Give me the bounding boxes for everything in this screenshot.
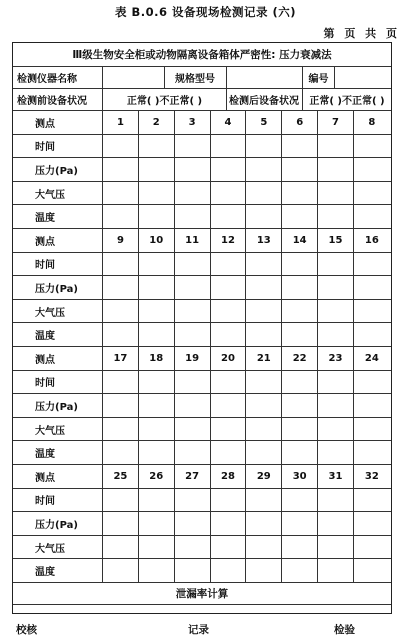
measure-cell[interactable] [246, 205, 282, 228]
measure-cell[interactable] [282, 371, 318, 394]
pre-status-label: 检测前设备状况 [13, 89, 103, 110]
measure-row [13, 559, 391, 583]
page-info: 第 页 共 页 [323, 27, 397, 40]
point-number: 31 [318, 465, 354, 488]
measure-cell[interactable] [354, 489, 390, 512]
measure-cell[interactable] [246, 559, 282, 582]
measure-cell[interactable] [211, 158, 247, 181]
measure-cell[interactable] [318, 371, 354, 394]
measure-cell[interactable] [103, 512, 139, 535]
measure-cell[interactable] [211, 205, 247, 228]
measure-row [13, 300, 391, 324]
measure-cell[interactable] [139, 323, 175, 346]
measure-cell[interactable] [246, 489, 282, 512]
point-number: 20 [211, 347, 247, 370]
measure-cell[interactable] [318, 512, 354, 535]
measure-cell[interactable] [246, 536, 282, 559]
measure-cell[interactable] [103, 182, 139, 205]
measure-cell[interactable] [175, 300, 211, 323]
measure-cell[interactable] [103, 371, 139, 394]
measure-cell[interactable] [282, 205, 318, 228]
point-number: 3 [175, 111, 211, 134]
leak-title-row [13, 583, 391, 605]
status-row [13, 89, 391, 111]
measure-cell[interactable] [282, 135, 318, 158]
point-number: 7 [318, 111, 354, 134]
post-status-value[interactable]: 正常( )不正常( ) [309, 96, 385, 107]
measure-cell[interactable] [282, 559, 318, 582]
measure-cell[interactable] [282, 323, 318, 346]
measure-cell[interactable] [211, 300, 247, 323]
measure-label: 压力(Pa) [13, 512, 103, 535]
measure-row [13, 276, 391, 300]
point-number: 6 [282, 111, 318, 134]
measure-cell[interactable] [139, 371, 175, 394]
measure-cell[interactable] [139, 418, 175, 441]
point-row [13, 229, 391, 253]
measure-row [13, 512, 391, 536]
point-number: 14 [282, 229, 318, 252]
measure-cell[interactable] [103, 559, 139, 582]
measure-label: 时间 [13, 489, 103, 512]
measure-cell[interactable] [282, 394, 318, 417]
serial-label: 编号 [303, 67, 335, 88]
measure-cell[interactable] [139, 276, 175, 299]
measure-cell[interactable] [246, 323, 282, 346]
measure-cell[interactable] [354, 276, 390, 299]
measure-row [13, 182, 391, 206]
measure-cell[interactable] [282, 158, 318, 181]
measure-cell[interactable] [246, 512, 282, 535]
measure-label: 时间 [13, 253, 103, 276]
measure-label: 压力(Pa) [13, 158, 103, 181]
measure-cell[interactable] [175, 182, 211, 205]
measure-cell[interactable] [139, 536, 175, 559]
measure-cell[interactable] [318, 394, 354, 417]
measure-cell[interactable] [211, 418, 247, 441]
measure-cell[interactable] [103, 418, 139, 441]
measure-cell[interactable] [282, 536, 318, 559]
measure-row [13, 418, 391, 442]
measure-cell[interactable] [139, 489, 175, 512]
measure-cell[interactable] [282, 441, 318, 464]
measure-cell[interactable] [139, 394, 175, 417]
category-cell: Ⅲ级生物安全柜或动物隔离设备箱体严密性: 压力衰减法 [72, 49, 332, 61]
measure-cell[interactable] [175, 276, 211, 299]
measure-cell[interactable] [318, 135, 354, 158]
measure-cell[interactable] [139, 205, 175, 228]
measure-cell[interactable] [175, 394, 211, 417]
measure-cell[interactable] [318, 205, 354, 228]
point-row [13, 347, 391, 371]
leak-rate-title: 泄漏率计算 [175, 588, 229, 600]
category-row [13, 43, 391, 67]
measure-cell[interactable] [246, 418, 282, 441]
measure-cell[interactable] [211, 489, 247, 512]
point-number: 24 [364, 352, 379, 364]
point-number: 17 [103, 347, 139, 370]
measure-cell[interactable] [103, 253, 139, 276]
measure-cell[interactable] [175, 489, 211, 512]
measure-cell[interactable] [139, 441, 175, 464]
measure-cell[interactable] [139, 512, 175, 535]
post-status-label: 检测后设备状况 [227, 89, 303, 110]
point-number: 1 [103, 111, 139, 134]
point-number: 13 [246, 229, 282, 252]
point-number: 18 [139, 347, 175, 370]
point-number: 8 [368, 116, 376, 128]
measure-cell[interactable] [282, 253, 318, 276]
measure-cell[interactable] [103, 135, 139, 158]
measure-cell[interactable] [354, 536, 390, 559]
measure-cell[interactable] [103, 536, 139, 559]
measure-label: 大气压 [13, 536, 103, 559]
measure-cell[interactable] [354, 182, 390, 205]
measure-cell[interactable] [139, 253, 175, 276]
measure-cell[interactable] [354, 441, 390, 464]
measure-cell[interactable] [318, 158, 354, 181]
point-number: 2 [139, 111, 175, 134]
measure-label: 温度 [13, 441, 103, 464]
point-number: 27 [175, 465, 211, 488]
leak-rate-area[interactable] [13, 605, 391, 613]
point-label: 测点 [13, 465, 103, 488]
point-number: 21 [246, 347, 282, 370]
measure-cell[interactable] [103, 300, 139, 323]
point-label: 测点 [13, 347, 103, 370]
point-number: 12 [211, 229, 247, 252]
measure-label: 温度 [13, 323, 103, 346]
measure-cell[interactable] [175, 441, 211, 464]
measure-cell[interactable] [354, 512, 390, 535]
measure-cell[interactable] [175, 158, 211, 181]
measure-cell[interactable] [282, 276, 318, 299]
measure-cell[interactable] [318, 300, 354, 323]
point-number: 26 [139, 465, 175, 488]
point-number: 30 [282, 465, 318, 488]
measure-cell[interactable] [175, 512, 211, 535]
point-number: 25 [103, 465, 139, 488]
measure-cell[interactable] [318, 182, 354, 205]
measure-label: 大气压 [13, 418, 103, 441]
measure-cell[interactable] [175, 418, 211, 441]
measure-cell[interactable] [282, 418, 318, 441]
measure-cell[interactable] [211, 441, 247, 464]
footer-test: 检验 [334, 624, 355, 636]
measure-cell[interactable] [139, 300, 175, 323]
point-number: 15 [318, 229, 354, 252]
point-label: 测点 [13, 229, 103, 252]
measure-cell[interactable] [246, 135, 282, 158]
instrument-value[interactable] [103, 67, 165, 88]
measure-cell[interactable] [354, 323, 390, 346]
measure-cell[interactable] [354, 300, 390, 323]
measure-row [13, 536, 391, 560]
point-number: 16 [364, 234, 379, 246]
measure-cell[interactable] [318, 253, 354, 276]
measure-cell[interactable] [354, 135, 390, 158]
measure-cell[interactable] [211, 182, 247, 205]
measure-label: 大气压 [13, 182, 103, 205]
measure-cell[interactable] [246, 441, 282, 464]
measure-cell[interactable] [246, 182, 282, 205]
pre-status-value[interactable]: 正常( )不正常( ) [103, 89, 227, 110]
measure-cell[interactable] [246, 253, 282, 276]
measure-row [13, 394, 391, 418]
point-number: 19 [175, 347, 211, 370]
measure-cell[interactable] [211, 323, 247, 346]
measure-cell[interactable] [103, 323, 139, 346]
point-number: 9 [103, 229, 139, 252]
measure-cell[interactable] [175, 371, 211, 394]
point-number: 22 [282, 347, 318, 370]
measure-cell[interactable] [318, 489, 354, 512]
measure-cell[interactable] [139, 158, 175, 181]
measure-cell[interactable] [282, 300, 318, 323]
measure-cell[interactable] [318, 441, 354, 464]
measure-cell[interactable] [175, 536, 211, 559]
measure-cell[interactable] [354, 418, 390, 441]
measure-cell[interactable] [354, 253, 390, 276]
measure-cell[interactable] [354, 559, 390, 582]
point-number: 11 [175, 229, 211, 252]
measure-cell[interactable] [211, 253, 247, 276]
measure-cell[interactable] [175, 559, 211, 582]
measure-cell[interactable] [139, 559, 175, 582]
measure-cell[interactable] [318, 559, 354, 582]
footer-check: 校核 [16, 624, 37, 636]
measure-label: 时间 [13, 135, 103, 158]
measure-cell[interactable] [139, 182, 175, 205]
measure-cell[interactable] [282, 512, 318, 535]
measure-cell[interactable] [211, 276, 247, 299]
measure-cell[interactable] [246, 394, 282, 417]
measure-cell[interactable] [211, 559, 247, 582]
measure-row [13, 158, 391, 182]
measure-cell[interactable] [211, 371, 247, 394]
measure-label: 压力(Pa) [13, 276, 103, 299]
instrument-label: 检测仪器名称 [13, 67, 103, 88]
point-number: 29 [246, 465, 282, 488]
point-number: 32 [364, 470, 379, 482]
measure-cell[interactable] [354, 158, 390, 181]
point-number: 28 [211, 465, 247, 488]
measure-cell[interactable] [354, 205, 390, 228]
measure-cell[interactable] [246, 300, 282, 323]
measure-cell[interactable] [246, 158, 282, 181]
measure-cell[interactable] [103, 394, 139, 417]
measure-cell[interactable] [103, 158, 139, 181]
measure-label: 时间 [13, 371, 103, 394]
point-number: 5 [246, 111, 282, 134]
measure-cell[interactable] [282, 489, 318, 512]
measure-cell[interactable] [139, 135, 175, 158]
measure-cell[interactable] [282, 182, 318, 205]
point-row [13, 111, 391, 135]
measure-cell[interactable] [175, 205, 211, 228]
serial-value[interactable] [335, 67, 391, 88]
measure-row [13, 441, 391, 465]
measure-cell[interactable] [318, 276, 354, 299]
measure-label: 大气压 [13, 300, 103, 323]
model-label: 规格型号 [165, 67, 227, 88]
measure-row [13, 323, 391, 347]
measure-cell[interactable] [318, 418, 354, 441]
point-number: 10 [139, 229, 175, 252]
point-number: 4 [211, 111, 247, 134]
measure-cell[interactable] [211, 512, 247, 535]
measure-row [13, 253, 391, 277]
model-value[interactable] [227, 67, 303, 88]
point-number: 23 [318, 347, 354, 370]
measure-cell[interactable] [103, 489, 139, 512]
measure-cell[interactable] [211, 536, 247, 559]
measure-row [13, 205, 391, 229]
measure-cell[interactable] [318, 536, 354, 559]
point-row [13, 465, 391, 489]
footer-record: 记录 [188, 624, 209, 636]
point-label: 测点 [13, 111, 103, 134]
measure-cell[interactable] [318, 323, 354, 346]
measure-label: 温度 [13, 559, 103, 582]
form-title: 表 B.0.6 设备现场检测记录 (六) [114, 5, 297, 19]
measure-cell[interactable] [103, 205, 139, 228]
measure-row [13, 135, 391, 159]
measure-cell[interactable] [211, 135, 247, 158]
measure-cell[interactable] [246, 371, 282, 394]
measure-cell[interactable] [354, 394, 390, 417]
measure-cell[interactable] [103, 441, 139, 464]
measure-cell[interactable] [211, 394, 247, 417]
measure-row [13, 371, 391, 395]
measure-cell[interactable] [354, 371, 390, 394]
instrument-row [13, 67, 391, 89]
measure-cell[interactable] [175, 323, 211, 346]
measure-label: 温度 [13, 205, 103, 228]
measure-row [13, 489, 391, 513]
measure-cell[interactable] [246, 276, 282, 299]
record-form [12, 42, 392, 614]
measure-label: 压力(Pa) [13, 394, 103, 417]
measure-cell[interactable] [103, 276, 139, 299]
measure-cell[interactable] [175, 135, 211, 158]
measure-cell[interactable] [175, 253, 211, 276]
